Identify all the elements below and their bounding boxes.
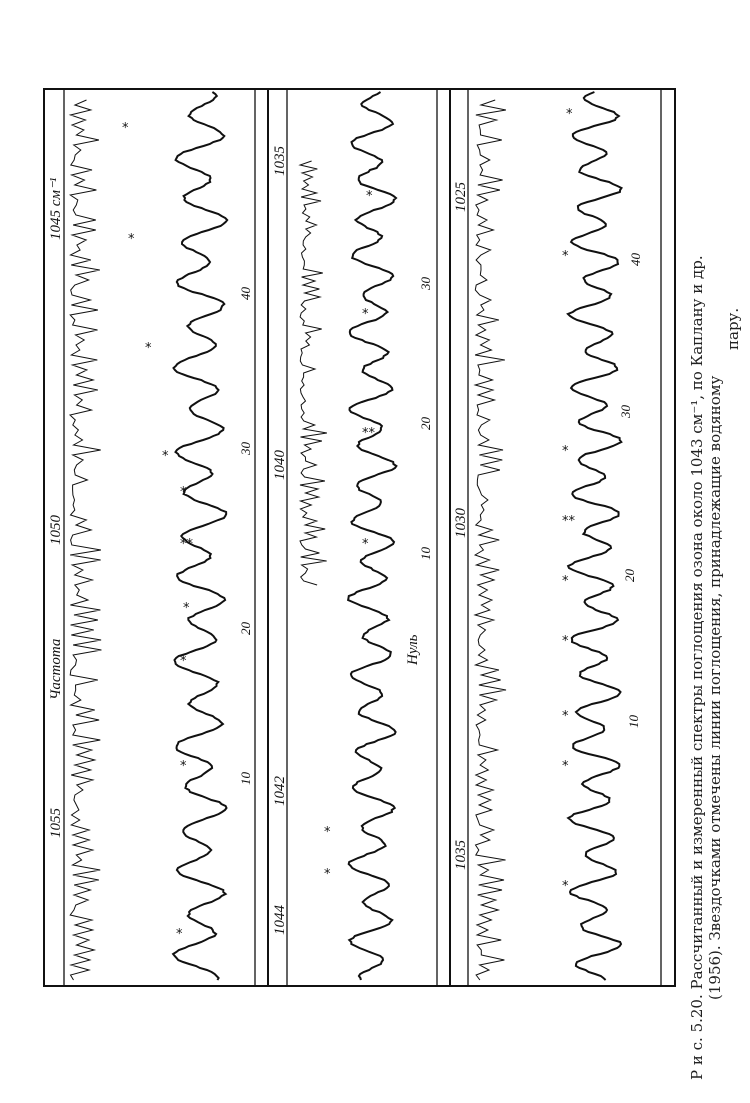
freq-tick-1025: 1025	[453, 182, 469, 212]
water-vapour-star: *	[362, 537, 369, 552]
panel-3-freq-labels	[453, 182, 469, 871]
panel-2-calculated-spectrum	[300, 161, 327, 585]
water-vapour-star: *	[562, 444, 569, 459]
panel-2-index-labels	[418, 277, 433, 561]
freq-tick-1030: 1030	[453, 508, 469, 538]
water-vapour-star: *	[562, 759, 569, 774]
panel-1-measured-spectrum	[173, 92, 227, 980]
water-vapour-star: *	[176, 927, 183, 942]
water-vapour-star: *	[566, 107, 573, 122]
panel-3-measured-spectrum	[568, 92, 622, 980]
freq-axis-title: Частота	[48, 638, 64, 700]
figure-caption-line-3: пару.	[724, 307, 742, 350]
panel-3-frame	[450, 89, 675, 986]
zero-level-label: Нуль	[405, 634, 421, 665]
water-vapour-double-star: **	[362, 426, 375, 441]
panel-3-star-marks	[562, 107, 576, 894]
index-tick-30: 30	[618, 405, 633, 418]
panel-2-freq-labels	[272, 146, 288, 936]
figure-caption-line-2: (1956). Звездочками отмечены линии поглощения, принадлежащие водяному	[706, 375, 724, 1000]
water-vapour-star: *	[562, 574, 569, 589]
panel-1-calculated-spectrum	[70, 100, 101, 980]
panel-1-index-labels	[238, 287, 253, 786]
water-vapour-star: *	[180, 759, 187, 774]
index-tick-20: 20	[622, 569, 637, 582]
water-vapour-star: *	[162, 449, 169, 464]
water-vapour-star: *	[180, 654, 187, 669]
water-vapour-star: *	[366, 189, 373, 204]
panel-1-freq-labels	[48, 177, 64, 838]
index-tick-20: 20	[418, 417, 433, 430]
freq-tick-1055: 1055	[48, 808, 64, 838]
figure-caption-line-1: Р и с. 5.20. Рассчитанный и измеренный спектры поглощения озона около 1043 см⁻¹, по Каплану и др.	[688, 255, 706, 1080]
water-vapour-double-star: **	[562, 514, 575, 529]
index-tick-30: 30	[418, 277, 433, 290]
panel-3-calculated-spectrum	[475, 100, 506, 980]
freq-tick-1035: 1035	[272, 146, 288, 176]
water-vapour-star: *	[562, 249, 569, 264]
freq-tick-1040: 1040	[272, 450, 288, 480]
index-tick-10: 10	[418, 547, 433, 560]
water-vapour-star: *	[324, 867, 331, 882]
water-vapour-star: *	[183, 601, 190, 616]
index-tick-10: 10	[626, 715, 641, 728]
freq-tick-1050: 1050	[48, 515, 64, 545]
freq-tick-1044: 1044	[272, 905, 288, 935]
freq-tick-1035: 1035	[453, 840, 469, 870]
index-tick-30: 30	[238, 442, 253, 455]
panel-2-measured-spectrum	[348, 92, 396, 980]
water-vapour-star: *	[562, 634, 569, 649]
index-tick-40: 40	[238, 287, 253, 300]
panel-3-index-labels	[618, 253, 643, 729]
index-tick-40: 40	[628, 253, 643, 266]
water-vapour-star: *	[122, 121, 129, 136]
water-vapour-star: *	[562, 879, 569, 894]
index-tick-10: 10	[238, 772, 253, 785]
water-vapour-star: *	[180, 485, 187, 500]
water-vapour-star: *	[562, 709, 569, 724]
water-vapour-star: *	[128, 232, 135, 247]
index-tick-20: 20	[238, 622, 253, 635]
water-vapour-star: *	[362, 307, 369, 322]
water-vapour-star: *	[145, 341, 152, 356]
freq-tick-1045: 1045 см⁻¹	[48, 177, 64, 240]
freq-tick-1042: 1042	[272, 776, 288, 806]
water-vapour-double-star: **	[180, 537, 193, 552]
water-vapour-star: *	[324, 825, 331, 840]
